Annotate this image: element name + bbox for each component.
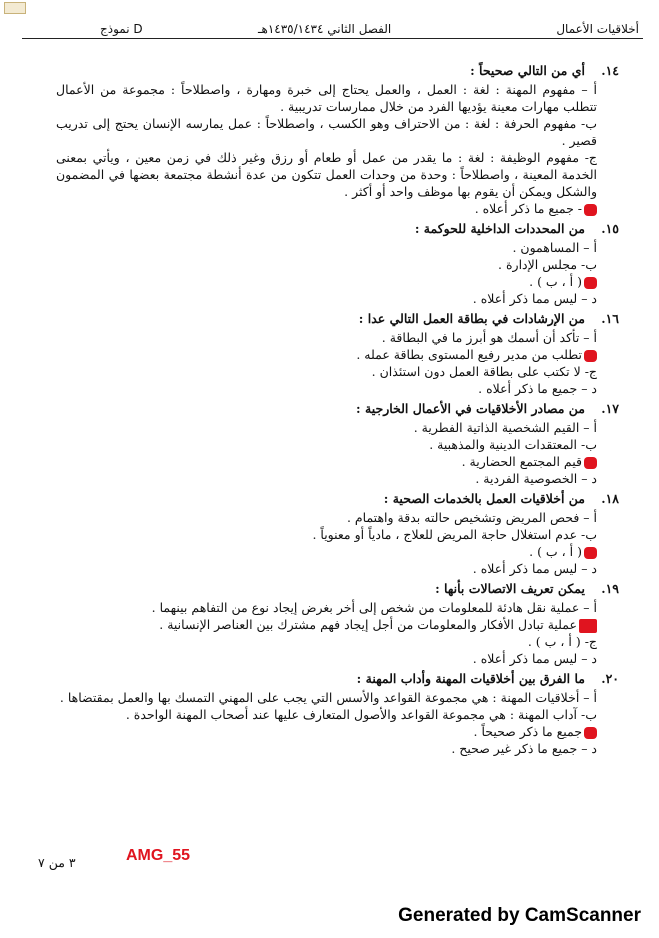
header-model: نموذج D: [100, 22, 143, 36]
answer-option: [56, 526, 619, 543]
answer-option: [56, 509, 619, 526]
question-number: ٢٠.: [601, 671, 619, 686]
answer-option-label: ب- مفهوم الحرفة : لغة : من الاحتراف وهو الكسب ، واصطلاحاً : عمل يمارسه الإنسان يحتج إلى تدريب قصير .: [56, 116, 597, 148]
page-number: ٣ من ٧: [38, 855, 76, 870]
answer-option: [56, 633, 619, 650]
answer-option: [56, 616, 619, 633]
selected-answer-mark-icon: [584, 457, 597, 469]
answer-option-label: جميع ما ذكر صحيحاً .: [473, 724, 582, 739]
question-text: من أخلاقيات العمل بالخدمات الصحية :: [383, 491, 585, 506]
page-header: [0, 0, 659, 46]
answer-option-label: ب- مجلس الإدارة .: [498, 257, 597, 272]
question-text: من المحددات الداخلية للحوكمة :: [414, 221, 585, 236]
answer-option-label: ج- مفهوم الوظيفة : لغة : ما يقدر من عمل أو طعام أو رزق وغير ذلك في زمن معين ، ويأتي بمعنى الخدمة المعينة ، واصطلاحاً : وحدة من وحدات العمل تتكون من عدة أنشطة مجتمعة بعضها في المضمون والشكل ويمكن أن يقوم بها موظف واحد أو أكثر .: [56, 150, 597, 199]
question-block: [56, 310, 619, 397]
answer-option: [56, 200, 619, 217]
question-number: ١٧.: [601, 401, 619, 416]
question-number: ١٥.: [601, 221, 619, 236]
answer-option: [56, 470, 619, 487]
answer-option-label: أ – عملية نقل هادئة للمعلومات من شخص إلى أخر بغرض إيجاد نوع من التفاهم بينهما .: [151, 600, 597, 615]
answer-option-label: ( أ ، ب ) .: [529, 544, 582, 559]
header-subject: أخلاقيات الأعمال: [556, 22, 639, 36]
question-block: [56, 400, 619, 487]
answer-option: [56, 329, 619, 346]
answer-option: [56, 290, 619, 307]
answer-option-label: د – جميع ما ذكر غير صحيح .: [451, 741, 597, 756]
question-text: ما الفرق بين أخلاقيات المهنة وأداب المهنة :: [356, 671, 585, 686]
answer-option: [56, 81, 619, 115]
selected-answer-mark-icon: [579, 619, 597, 633]
answer-option: [56, 453, 619, 470]
answer-option-label: د – ليس مما ذكر أعلاه .: [472, 561, 597, 576]
answer-option: [56, 273, 619, 290]
answer-option-label: ب- آداب المهنة : هي مجموعة القواعد والأصول المتعارف عليها عند أصحاب المهنة الواحدة .: [125, 707, 597, 722]
header-divider: [22, 38, 643, 39]
question-text: من مصادر الأخلاقيات في الأعمال الخارجية :: [356, 401, 585, 416]
question-block: [56, 490, 619, 577]
question-heading: [56, 62, 619, 79]
question-heading: [56, 580, 619, 597]
answer-option-label: أ – تأكد أن أسمك هو أبرز ما في البطاقة .: [381, 330, 597, 345]
answer-option-label: ج- ( أ ، ب ) .: [527, 634, 597, 649]
answer-option: [56, 419, 619, 436]
answer-option: [56, 380, 619, 397]
question-text: يمكن تعريف الاتصالات بأنها :: [435, 581, 585, 596]
answer-option: [56, 706, 619, 723]
answer-option-label: أ – فحص المريض وتشخيص حالته بدقة واهتمام .: [346, 510, 597, 525]
question-number: ١٤.: [601, 63, 619, 78]
selected-answer-mark-icon: [584, 727, 597, 739]
questions-list: [56, 62, 619, 760]
answer-option-label: ج- لا تكتب على بطاقة العمل دون استئذان .: [371, 364, 597, 379]
question-number: ١٨.: [601, 491, 619, 506]
answer-option-label: أ – المساهمون .: [512, 240, 597, 255]
answer-option-label: د – ليس مما ذكر أعلاه .: [472, 291, 597, 306]
question-heading: [56, 670, 619, 687]
question-heading: [56, 310, 619, 327]
question-heading: [56, 400, 619, 417]
exam-code: AMG_55: [126, 847, 191, 864]
answer-option: [56, 115, 619, 149]
question-heading: [56, 490, 619, 507]
camscanner-watermark: Generated by CamScanner: [398, 905, 641, 926]
answer-option: [56, 689, 619, 706]
answer-option-label: ( أ ، ب ) .: [529, 274, 582, 289]
question-block: [56, 580, 619, 667]
answer-option: [56, 239, 619, 256]
answer-option-label: عملية تبادل الأفكار والمعلومات من أجل إيجاد فهم مشترك بين العناصر الإنسانية .: [159, 617, 577, 632]
selected-answer-mark-icon: [584, 277, 597, 289]
answer-option-label: د – جميع ما ذكر أعلاه .: [478, 381, 597, 396]
selected-answer-mark-icon: [584, 204, 597, 216]
answer-option: [56, 436, 619, 453]
selected-answer-mark-icon: [584, 547, 597, 559]
question-heading: [56, 220, 619, 237]
answer-option: [56, 363, 619, 380]
question-block: [56, 220, 619, 307]
answer-option-label: أ – مفهوم المهنة : لغة : العمل ، والعمل يحتاج إلى خبرة ومهارة ، واصطلاحاً : مجموعة من الأعمال تتطلب مهارات معينة يؤديها الفرد من خلال ممارسات تدريبية .: [56, 82, 597, 114]
answer-option: [56, 543, 619, 560]
answer-option: [56, 346, 619, 363]
answer-option-label: تطلب من مدير رفيع المستوى بطاقة عمله .: [356, 347, 582, 362]
question-text: أي من التالي صحيحاً :: [470, 63, 585, 78]
answer-option: [56, 740, 619, 757]
answer-option: [56, 256, 619, 273]
answer-option: [56, 149, 619, 200]
answer-option: [56, 560, 619, 577]
answer-option: [56, 650, 619, 667]
answer-option-label: د – الخصوصية الفردية .: [475, 471, 597, 486]
selected-answer-mark-icon: [584, 350, 597, 362]
answer-option-label: قيم المجتمع الحضارية .: [461, 454, 582, 469]
answer-option-label: - جميع ما ذكر أعلاه .: [474, 201, 582, 216]
answer-option-label: أ – أخلاقيات المهنة : هي مجموعة القواعد والأسس التي يجب على المهني التمسك بها والعمل بمقتضاها .: [59, 690, 597, 705]
answer-option-label: أ – القيم الشخصية الذاتية الفطرية .: [413, 420, 597, 435]
question-block: [56, 62, 619, 217]
answer-option-label: ب- عدم استغلال حاجة المريض للعلاج ، مادياً أو معنوياً .: [312, 527, 597, 542]
answer-option-label: ب- المعتقدات الدينية والمذهبية .: [429, 437, 597, 452]
answer-option: [56, 723, 619, 740]
question-text: من الإرشادات في بطاقة العمل التالي عدا :: [358, 311, 585, 326]
header-term: الفصل الثاني ١٤٣٥/١٤٣٤هـ: [258, 22, 392, 36]
question-number: ١٩.: [601, 581, 619, 596]
answer-option: [56, 599, 619, 616]
question-block: [56, 670, 619, 757]
answer-option-label: د – ليس مما ذكر أعلاه .: [472, 651, 597, 666]
question-number: ١٦.: [601, 311, 619, 326]
